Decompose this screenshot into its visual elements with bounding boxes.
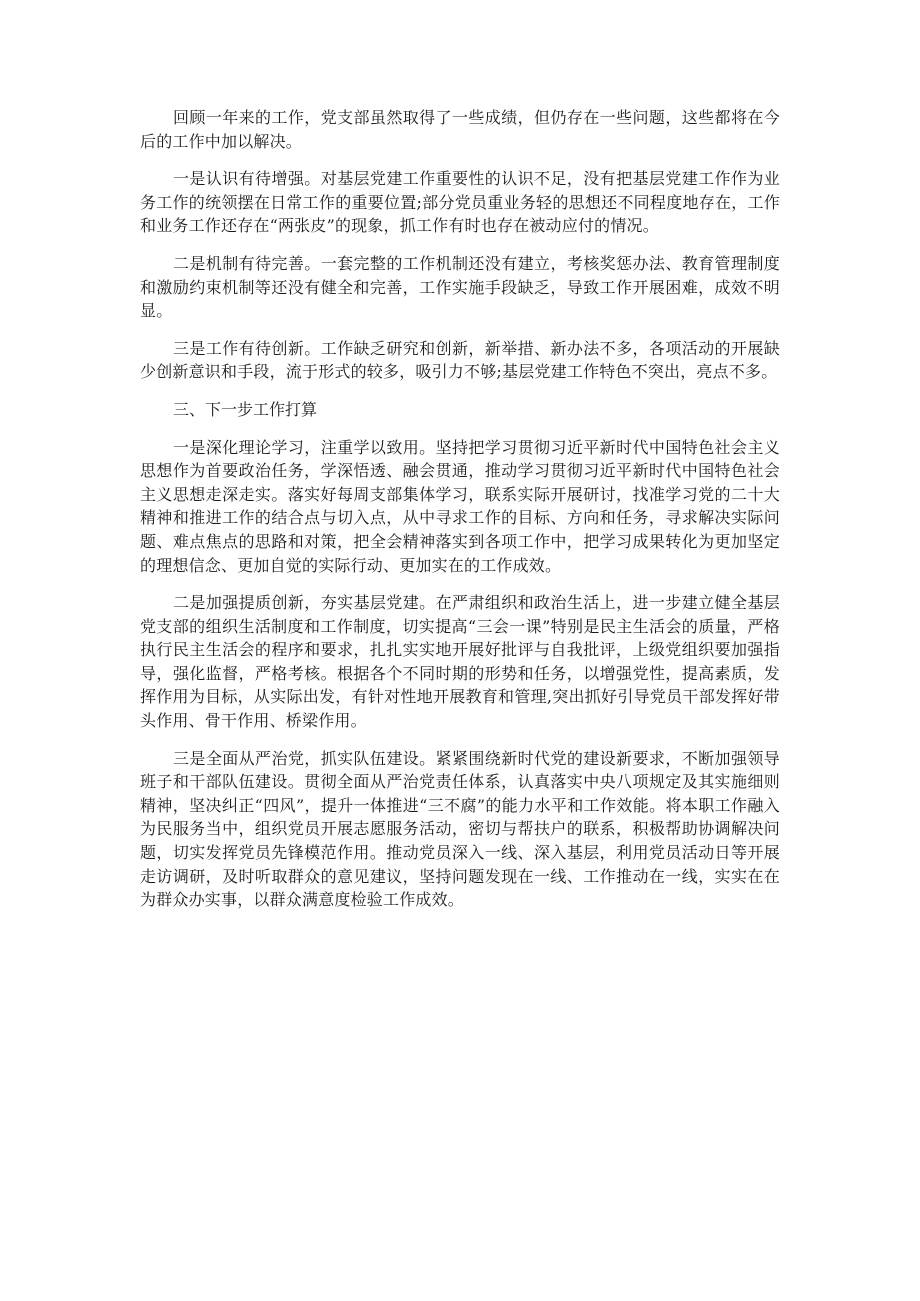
paragraph-review: 回顾一年来的工作，党支部虽然取得了一些成绩，但仍存在一些问题，这些都将在今后的工作中加以解决。 — [140, 108, 780, 151]
paragraph-mechanism: 二是机制有待完善。一套完整的工作机制还没有建立，考核奖惩办法、教育管理制度和激励约束机制等还没有健全和完善，工作实施手段缺乏，导致工作开展困难，成效不明显。 — [140, 253, 780, 321]
paragraph-party-building: 二是加强提质创新，夯实基层党建。在严肃组织和政治生活上，进一步建立健全基层党支部的组织生活制度和工作制度，切实提高“三会一课”特别是民主生活会的质量，严格执行民主生活会的程序和要求，扎扎实实地开展好批评与自我批评，上级党组织要加强指导，强化监督，严格考核。根据各个不同时期的形势和任务，以增强党性，提高素质，发挥作用为目标，从实际出发，有针对性地开展教育和管理,突出抓好引导党员干部发挥好带头作用、骨干作用、桥梁作用。 — [140, 593, 780, 731]
paragraph-strict-governance: 三是全面从严治党，抓实队伍建设。紧紧围绕新时代党的建设新要求，不断加强领导班子和干部队伍建设。贯彻全面从严治党责任体系，认真落实中央八项规定及其实施细则精神，坚决纠正“四风”，提升一体推进“三不腐”的能力水平和工作效能。将本职工作融入为民服务当中，组织党员开展志愿服务活动，密切与帮扶户的联系，积极帮助协调解决问题，切实发挥党员先锋模范作用。推动党员深入一线、深入基层，利用党员活动日等开展走访调研，及时听取群众的意见建议，坚持问题发现在一线、工作推动在一线，实实在在为群众办实事，以群众满意度检验工作成效。 — [140, 748, 780, 910]
paragraph-awareness: 一是认识有待增强。对基层党建工作重要性的认识不足，没有把基层党建工作作为业务工作的统领摆在日常工作的重要位置;部分党员重业务轻的思想还不同程度地存在，工作和业务工作还存在“两张皮”的现象，抓工作有时也存在被动应付的情况。 — [140, 169, 780, 236]
document-page — [140, 106, 780, 926]
paragraph-innovation: 三是工作有待创新。工作缺乏研究和创新，新举措、新办法不多，各项活动的开展缺少创新意识和手段，流于形式的较多，吸引力不够;基层党建工作特色不突出，亮点不多。 — [140, 338, 780, 382]
section-heading-next-steps: 三、下一步工作打算 — [173, 399, 318, 419]
paragraph-theory-study: 一是深化理论学习，注重学以致用。坚持把学习贯彻习近平新时代中国特色社会主义思想作为首要政治任务，学深悟透、融会贯通，推动学习贯彻习近平新时代中国特色社会主义思想走深走实。落实好每周支部集体学习，联系实际开展研讨，找准学习党的二十大精神和推进工作的结合点与切入点，从中寻求工作的目标、方向和任务，寻求解决实际问题、难点焦点的思路和对策，把全会精神落实到各项工作中，把学习成果转化为更加坚定的理想信念、更加自觉的实际行动、更加实在的工作成效。 — [140, 437, 780, 575]
